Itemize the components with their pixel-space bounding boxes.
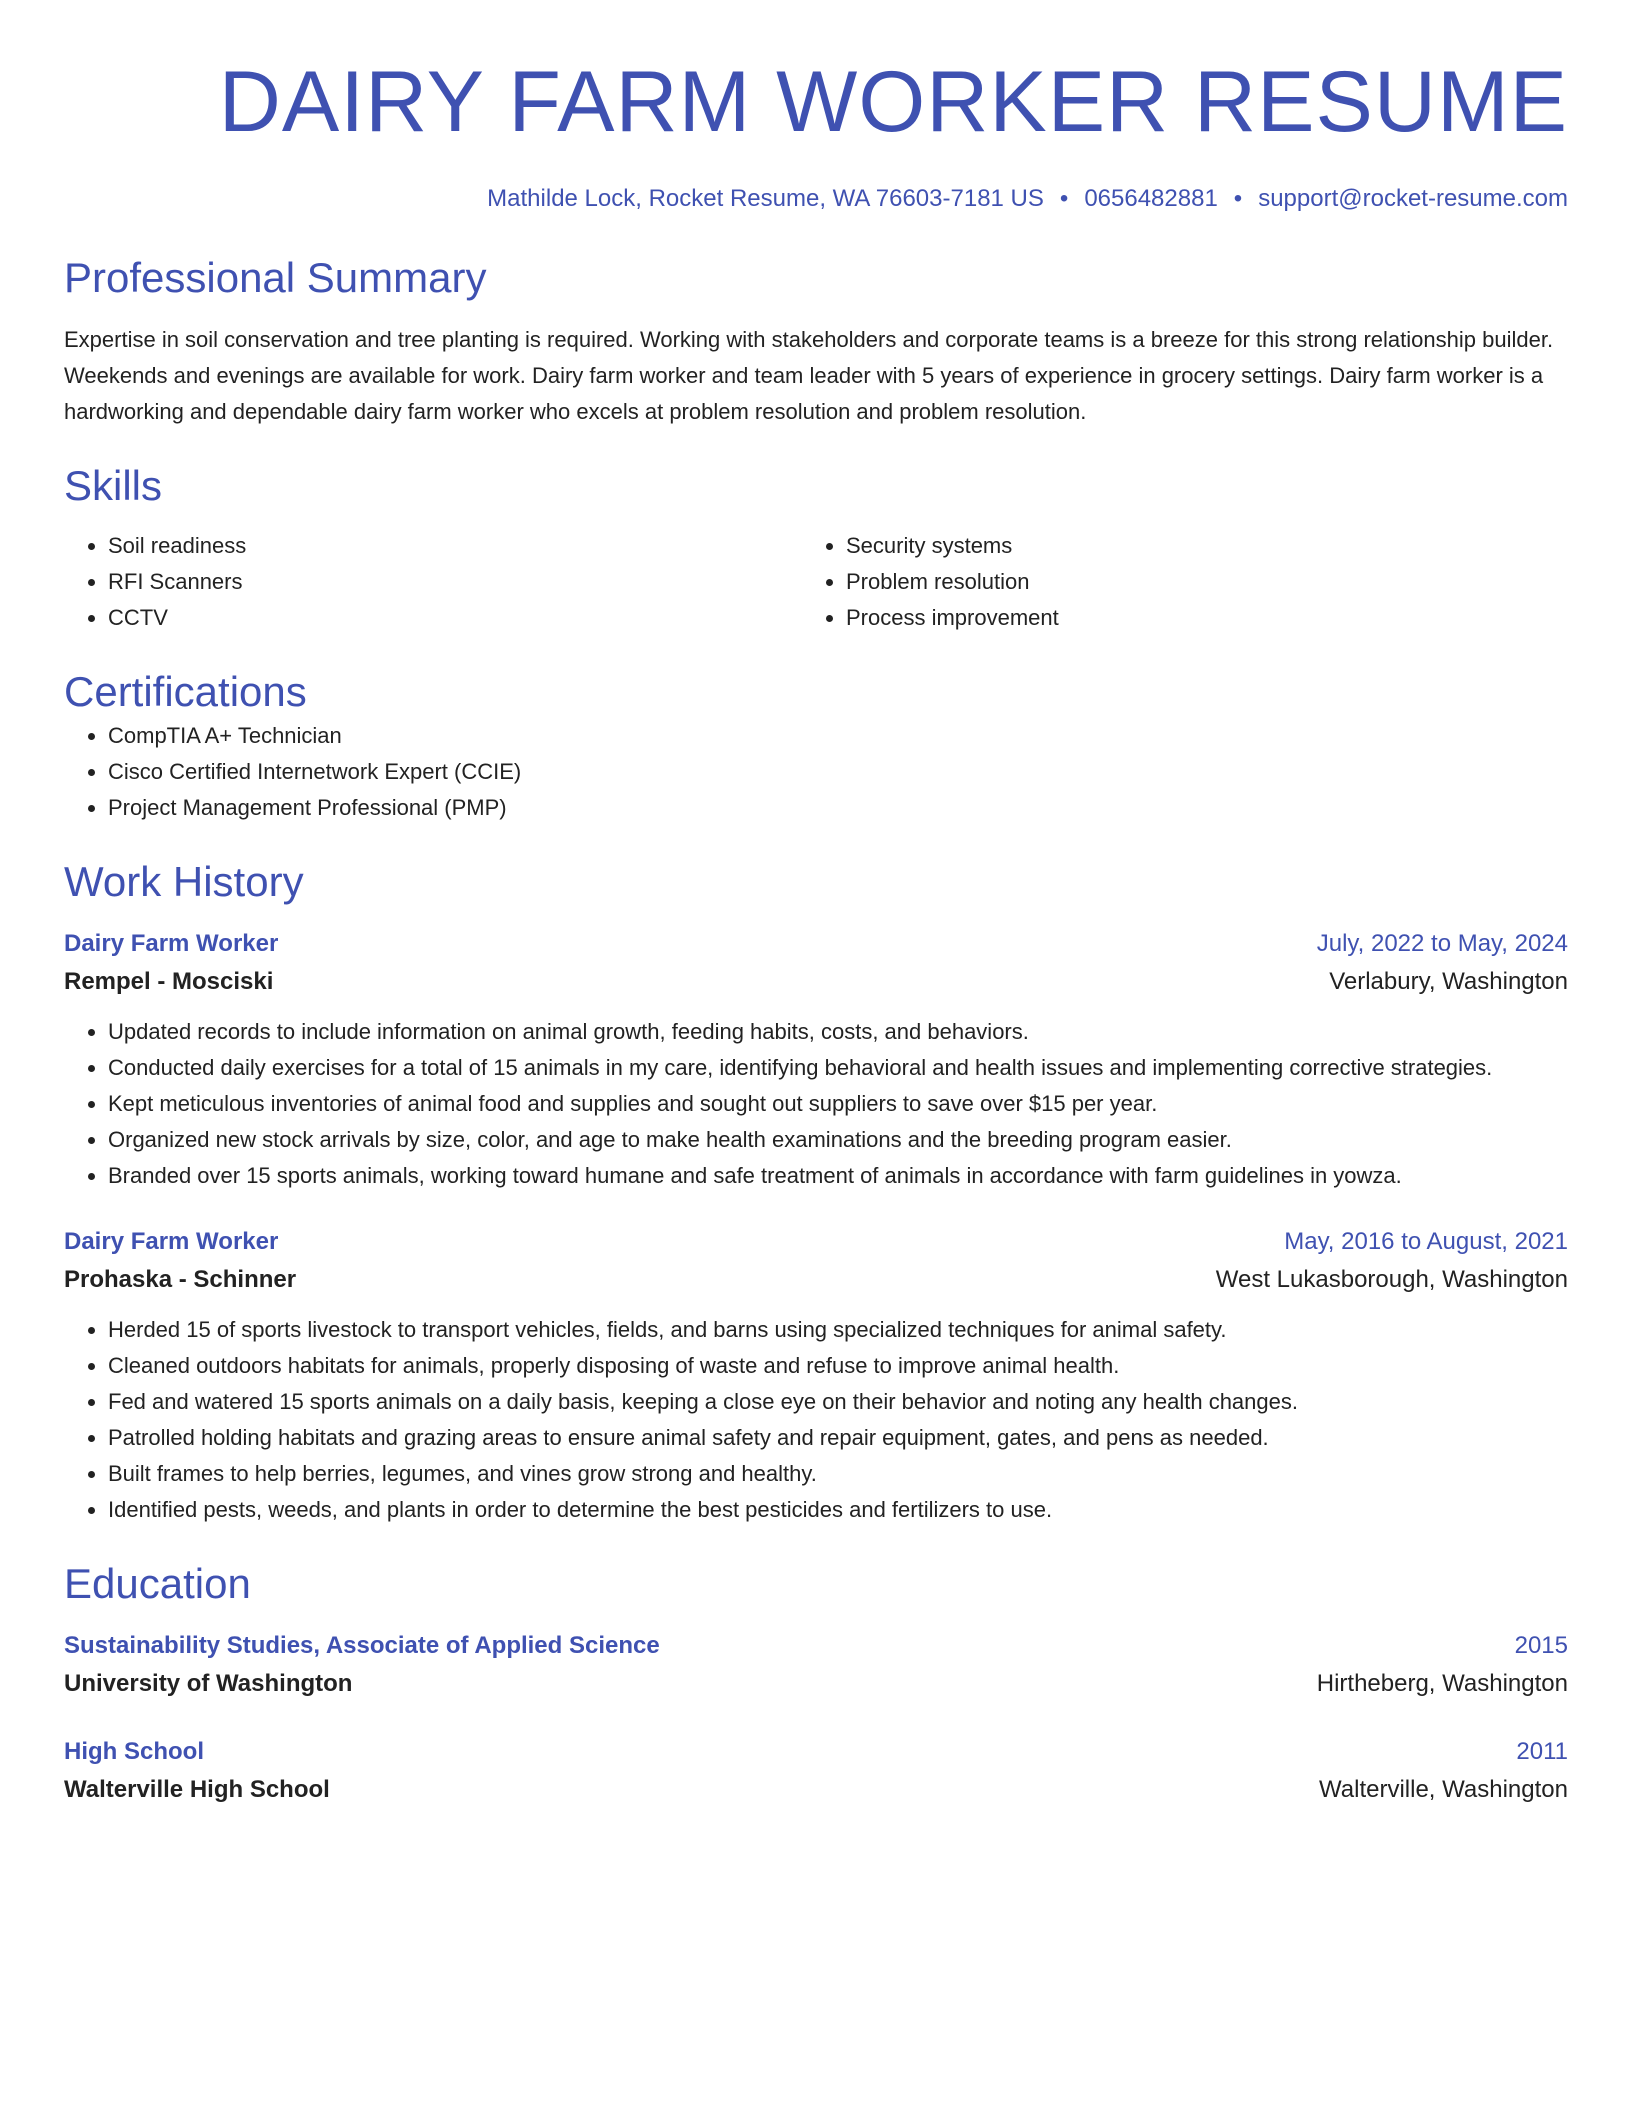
job-bullet: • Built frames to help berries, legumes, and vines grow strong and healthy. [108,1456,1568,1492]
job-bullet: • Updated records to include information on animal growth, feeding habits, costs, and behaviors. [108,1014,1568,1050]
resume-header [64,52,1568,216]
summary-heading: Professional Summary [64,254,487,301]
job-bullet: • Patrolled holding habitats and grazing areas to ensure animal safety and repair equipment, gates, and pens as needed. [108,1420,1568,1456]
education-school-row [64,1770,1568,1810]
contact-phone: 0656482881 [1084,185,1218,212]
job-company: Prohaska - Schinner [64,1266,297,1293]
skill-item: • CCTV [108,600,802,636]
job-bullet: • Branded over 15 sports animals, working toward humane and safe treatment of animals in accordance with farm guidelines in yowza. [108,1158,1568,1194]
certification-item: • Project Management Professional (PMP) [108,790,1568,826]
job-bullet: • Organized new stock arrivals by size, color, and age to make health examinations and the breeding program easier. [108,1122,1568,1158]
certifications-list [64,718,1568,826]
work-history-heading: Work History [64,858,304,905]
job-bullet: • Identified pests, weeds, and plants in order to determine the best pesticides and fertilizers to use. [108,1492,1568,1528]
job-location: West Lukasborough, Washington [1215,1266,1568,1293]
job-dates: May, 2016 to August, 2021 [1284,1228,1568,1255]
skills-column-left [64,528,802,636]
job-header-row [64,1224,1568,1260]
summary-text: Expertise in soil conservation and tree planting is required. Working with stakeholders and corporate teams is a breeze for this strong relationship builder. Weekends and evenings are available for work. Dairy farm worker and team leader with 5 years of experience in grocery settings. Dairy farm worker is a hardworking and dependable dairy farm worker who excels at problem resolution and problem resolution. [64,327,1554,424]
education-header-row [64,1628,1568,1664]
education-school: University of Washington [64,1670,353,1697]
contact-email[interactable]: support@rocket-resume.com [1258,185,1568,212]
job-role: Dairy Farm Worker [64,930,279,957]
contact-separator: • [1059,185,1069,212]
job-dates: July, 2022 to May, 2024 [1316,930,1568,957]
job-bullet: • Cleaned outdoors habitats for animals, properly disposing of waste and refuse to improve animal health. [108,1348,1568,1384]
certification-item: • Cisco Certified Internetwork Expert (CCIE) [108,754,1568,790]
education-entry [64,1734,1568,1810]
education-degree: High School [64,1738,204,1765]
job-bullet: • Conducted daily exercises for a total of 15 animals in my care, identifying behavioral and health issues and implementing corrective strategies. [108,1050,1568,1086]
skills-grid [64,528,1568,636]
skills-column-right [802,528,1540,636]
education-school: Walterville High School [64,1776,330,1803]
skill-item: • Soil readiness [108,528,802,564]
job-company-row [64,1260,1568,1300]
certification-item: • CompTIA A+ Technician [108,718,1568,754]
education-location: Hirtheberg, Washington [1316,1670,1568,1697]
education-heading: Education [64,1560,251,1607]
job-company: Rempel - Mosciski [64,968,274,995]
job-bullet: • Kept meticulous inventories of animal food and supplies and sought out suppliers to save over $15 per year. [108,1086,1568,1122]
contact-line [64,182,1568,216]
education-degree: Sustainability Studies, Associate of Applied Science [64,1632,660,1659]
job-role: Dairy Farm Worker [64,1228,279,1255]
education-entry [64,1628,1568,1704]
skill-item: • RFI Scanners [108,564,802,600]
education-school-row [64,1664,1568,1704]
education-year: 2011 [1516,1738,1568,1765]
skill-item: • Security systems [846,528,1540,564]
education-header-row [64,1734,1568,1770]
job-bullets [64,1014,1568,1194]
contact-separator: • [1233,185,1243,212]
certifications-heading: Certifications [64,668,307,715]
job-company-row [64,962,1568,1002]
job-bullet: • Fed and watered 15 sports animals on a daily basis, keeping a close eye on their behavior and noting any health changes. [108,1384,1568,1420]
skill-item: • Process improvement [846,600,1540,636]
skill-item: • Problem resolution [846,564,1540,600]
job-bullets [64,1312,1568,1528]
education-year: 2015 [1514,1632,1568,1659]
job-bullet: • Herded 15 of sports livestock to transport vehicles, fields, and barns using specialized techniques for animal safety. [108,1312,1568,1348]
job-header-row [64,926,1568,962]
education-location: Walterville, Washington [1319,1776,1568,1803]
resume-title: DAIRY FARM WORKER RESUME [218,54,1568,150]
job-entry [64,926,1568,1194]
contact-address: Mathilde Lock, Rocket Resume, WA 76603-7181 US [487,185,1044,212]
job-entry [64,1224,1568,1528]
job-location: Verlabury, Washington [1329,968,1568,995]
skills-heading: Skills [64,462,163,509]
